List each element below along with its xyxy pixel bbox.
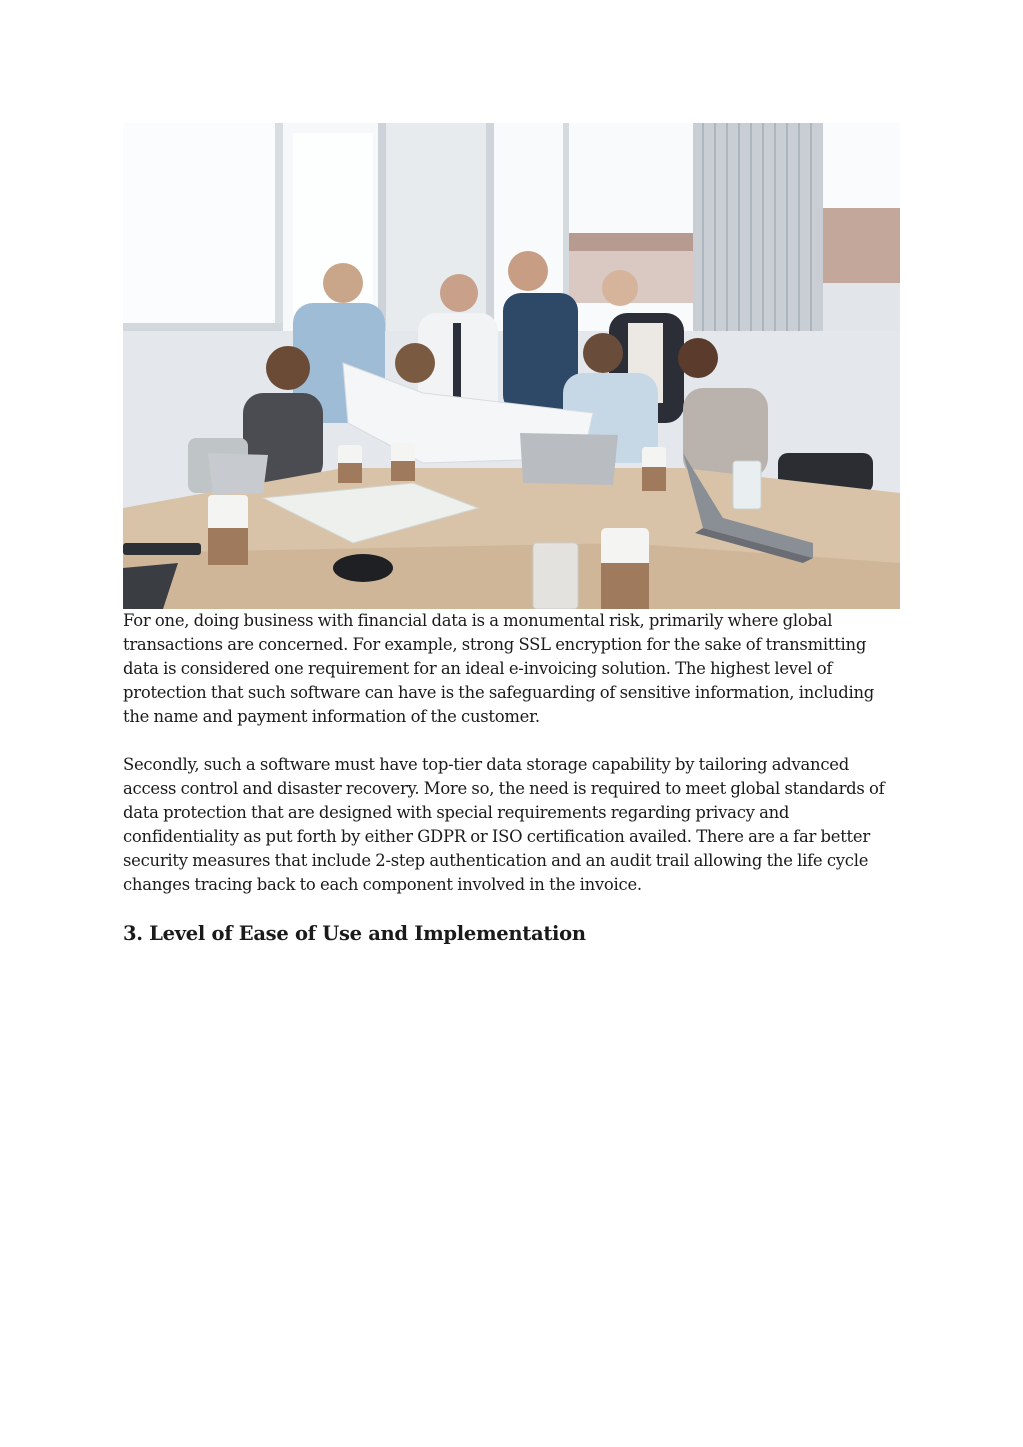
team-meeting-photo <box>123 123 900 609</box>
document-page <box>123 123 900 947</box>
paragraph-2: Secondly, such a software must have top-tier data storage capability by tailoring advanced access control and disaster recovery. More so, the need is required to meet global standards of data protection that are designed with special requirements regarding privacy and confidentiality as put forth by either GDPR or ISO certification availed. There are a far better security measures that include 2-step authentication and an audit trail allowing the life cycle changes tracing back to each component involved in the invoice. <box>123 755 885 894</box>
section-heading: 3. Level of Ease of Use and Implementation <box>123 922 586 945</box>
paragraph-1: For one, doing business with financial data is a monumental risk, primarily where global transactions are concerned. For example, strong SSL encryption for the sake of transmitting data is considered one requirement for an ideal e-invoicing solution. The highest level of protection that such software can have is the safeguarding of sensitive information, including the name and payment information of the customer. <box>123 611 875 726</box>
